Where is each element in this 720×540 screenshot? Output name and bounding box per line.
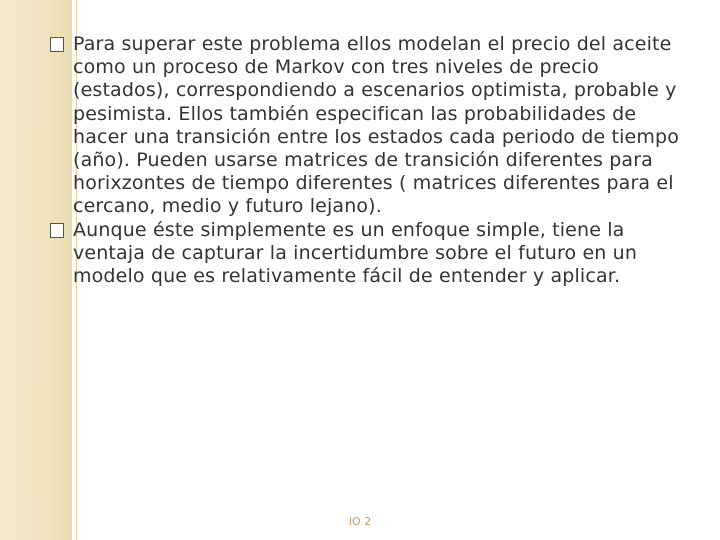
- missing-glyph-box-icon: [50, 37, 64, 52]
- bullet-text-1: Para superar este problema ellos modelan el precio del aceite como un proceso de Markov con tres niveles de precio (estados), correspondiendo a escenarios optimista, probable y pesimista. Ellos también especifican las probabilidades de hacer una transición entre los estados cada periodo de tiempo (año). Pueden usarse matrices de transición diferentes para horixzontes de tiempo diferentes ( matrices diferentes para el cercano, medio y futuro lejano).: [73, 33, 680, 218]
- bullet-text-2: Aunque éste simplemente es un enfoque simple, tiene la ventaja de capturar la incertidumbre sobre el futuro en un modelo que es relativamente fácil de entender y aplicar.: [73, 218, 638, 288]
- slide-footer: IO 2: [348, 515, 372, 528]
- missing-glyph-box-icon: [50, 223, 64, 238]
- slide-body: [50, 33, 690, 288]
- bullet-item-1: [50, 33, 690, 219]
- bullet-item-2: [50, 219, 690, 289]
